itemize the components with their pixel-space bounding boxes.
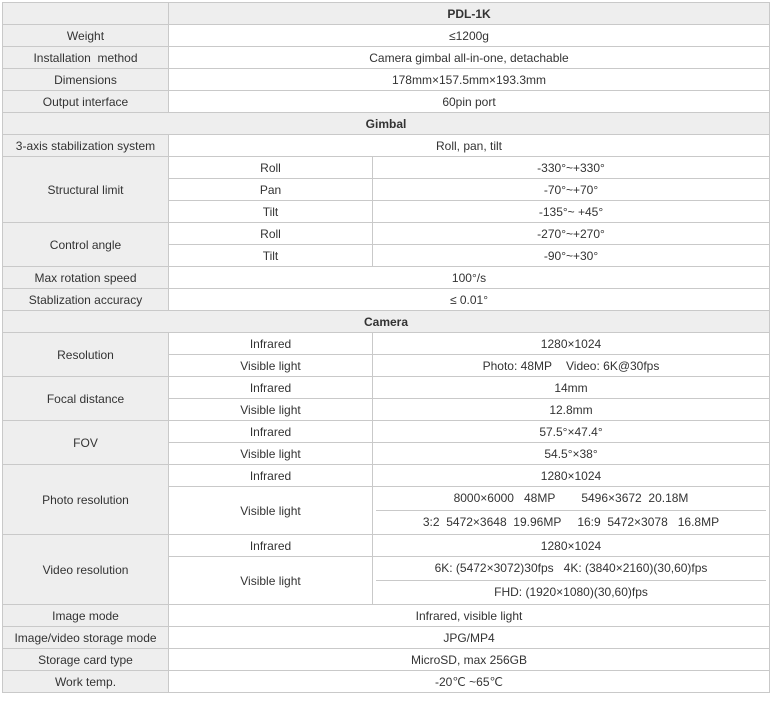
video-resolution-row [3, 535, 770, 557]
resolution-row [3, 333, 770, 355]
fov-infrared-label: Infrared [169, 421, 373, 443]
photo-resolution-20mp: 5496×3672 20.18M [581, 491, 689, 505]
dimensions-label: Dimensions [3, 69, 169, 91]
camera-section-row [3, 311, 770, 333]
structural-limit-value: -330°~+330° [373, 157, 770, 179]
storage-card-label: Storage card type [3, 649, 169, 671]
photo-resolution-48mp: 8000×6000 48MP [453, 491, 556, 505]
image-mode-row [3, 605, 770, 627]
video-resolution-visible-label: Visible light [169, 557, 373, 605]
fov-infrared-value: 57.5°×47.4° [373, 421, 770, 443]
photo-resolution-row [3, 465, 770, 487]
storage-mode-row [3, 627, 770, 649]
photo-resolution-infrared-value: 1280×1024 [373, 465, 770, 487]
storage-mode-label: Image/video storage mode [3, 627, 169, 649]
output-interface-row [3, 91, 770, 113]
fov-visible-label: Visible light [169, 443, 373, 465]
stabilization-system-row [3, 135, 770, 157]
focal-distance-infrared-value: 14mm [373, 377, 770, 399]
structural-limit-row [3, 157, 770, 179]
photo-resolution-16-9: 16:9 5472×3078 16.8MP [577, 515, 720, 529]
photo-resolution-visible-label: Visible light [169, 487, 373, 535]
storage-mode-value: JPG/MP4 [169, 627, 770, 649]
structural-limit-value: -135°~ +45° [373, 201, 770, 223]
installation-label: Installation method [3, 47, 169, 69]
focal-distance-infrared-label: Infrared [169, 377, 373, 399]
control-angle-axis: Tilt [169, 245, 373, 267]
photo-resolution-visible-value [373, 487, 770, 535]
output-interface-label: Output interface [3, 91, 169, 113]
product-title: PDL-1K [169, 3, 770, 25]
resolution-visible-video: Video: 6K@30fps [566, 358, 660, 373]
structural-limit-value: -70°~+70° [373, 179, 770, 201]
max-rotation-speed-value: 100°/s [169, 267, 770, 289]
resolution-label: Resolution [3, 333, 169, 377]
dimensions-row [3, 69, 770, 91]
resolution-infrared-value: 1280×1024 [373, 333, 770, 355]
fov-visible-value: 54.5°×38° [373, 443, 770, 465]
control-angle-row [3, 223, 770, 245]
work-temp-value: -20℃ ~65℃ [169, 671, 770, 693]
focal-distance-row [3, 377, 770, 399]
installation-value: Camera gimbal all-in-one, detachable [169, 47, 770, 69]
resolution-visible-value [373, 355, 770, 377]
focal-distance-visible-label: Visible light [169, 399, 373, 421]
structural-limit-axis: Roll [169, 157, 373, 179]
structural-limit-label: Structural limit [3, 157, 169, 223]
installation-row [3, 47, 770, 69]
gimbal-section-title: Gimbal [3, 113, 770, 135]
photo-resolution-line [376, 511, 766, 534]
control-angle-axis: Roll [169, 223, 373, 245]
photo-resolution-line [376, 487, 766, 511]
control-angle-value: -270°~+270° [373, 223, 770, 245]
stabilization-system-label: 3-axis stabilization system [3, 135, 169, 157]
video-resolution-line-1: 6K: (5472×3072)30fps 4K: (3840×2160)(30,60)fps [376, 557, 766, 581]
weight-row [3, 25, 770, 47]
resolution-visible-label: Visible light [169, 355, 373, 377]
video-resolution-infrared-value: 1280×1024 [373, 535, 770, 557]
focal-distance-label: Focal distance [3, 377, 169, 421]
image-mode-value: Infrared, visible light [169, 605, 770, 627]
stabilization-accuracy-label: Stablization accuracy [3, 289, 169, 311]
stabilization-accuracy-value: ≤ 0.01° [169, 289, 770, 311]
work-temp-label: Work temp. [3, 671, 169, 693]
photo-resolution-label: Photo resolution [3, 465, 169, 535]
title-blank-cell [3, 3, 169, 25]
gimbal-section-row [3, 113, 770, 135]
focal-distance-visible-value: 12.8mm [373, 399, 770, 421]
output-interface-value: 60pin port [169, 91, 770, 113]
max-rotation-speed-row [3, 267, 770, 289]
storage-card-value: MicroSD, max 256GB [169, 649, 770, 671]
stabilization-system-value: Roll, pan, tilt [169, 135, 770, 157]
video-resolution-visible-value [373, 557, 770, 605]
camera-section-title: Camera [3, 311, 770, 333]
image-mode-label: Image mode [3, 605, 169, 627]
dimensions-value: 178mm×157.5mm×193.3mm [169, 69, 770, 91]
stabilization-accuracy-row [3, 289, 770, 311]
fov-row [3, 421, 770, 443]
photo-resolution-3-2: 3:2 5472×3648 19.96MP [422, 515, 562, 529]
control-angle-label: Control angle [3, 223, 169, 267]
title-row [3, 3, 770, 25]
storage-card-row [3, 649, 770, 671]
max-rotation-speed-label: Max rotation speed [3, 267, 169, 289]
resolution-infrared-label: Infrared [169, 333, 373, 355]
photo-resolution-infrared-label: Infrared [169, 465, 373, 487]
video-resolution-infrared-label: Infrared [169, 535, 373, 557]
spec-table [2, 2, 770, 693]
control-angle-value: -90°~+30° [373, 245, 770, 267]
weight-value: ≤1200g [169, 25, 770, 47]
video-resolution-label: Video resolution [3, 535, 169, 605]
resolution-visible-photo: Photo: 48MP [482, 358, 552, 373]
work-temp-row [3, 671, 770, 693]
weight-label: Weight [3, 25, 169, 47]
fov-label: FOV [3, 421, 169, 465]
structural-limit-axis: Pan [169, 179, 373, 201]
structural-limit-axis: Tilt [169, 201, 373, 223]
video-resolution-line-2: FHD: (1920×1080)(30,60)fps [494, 585, 648, 599]
